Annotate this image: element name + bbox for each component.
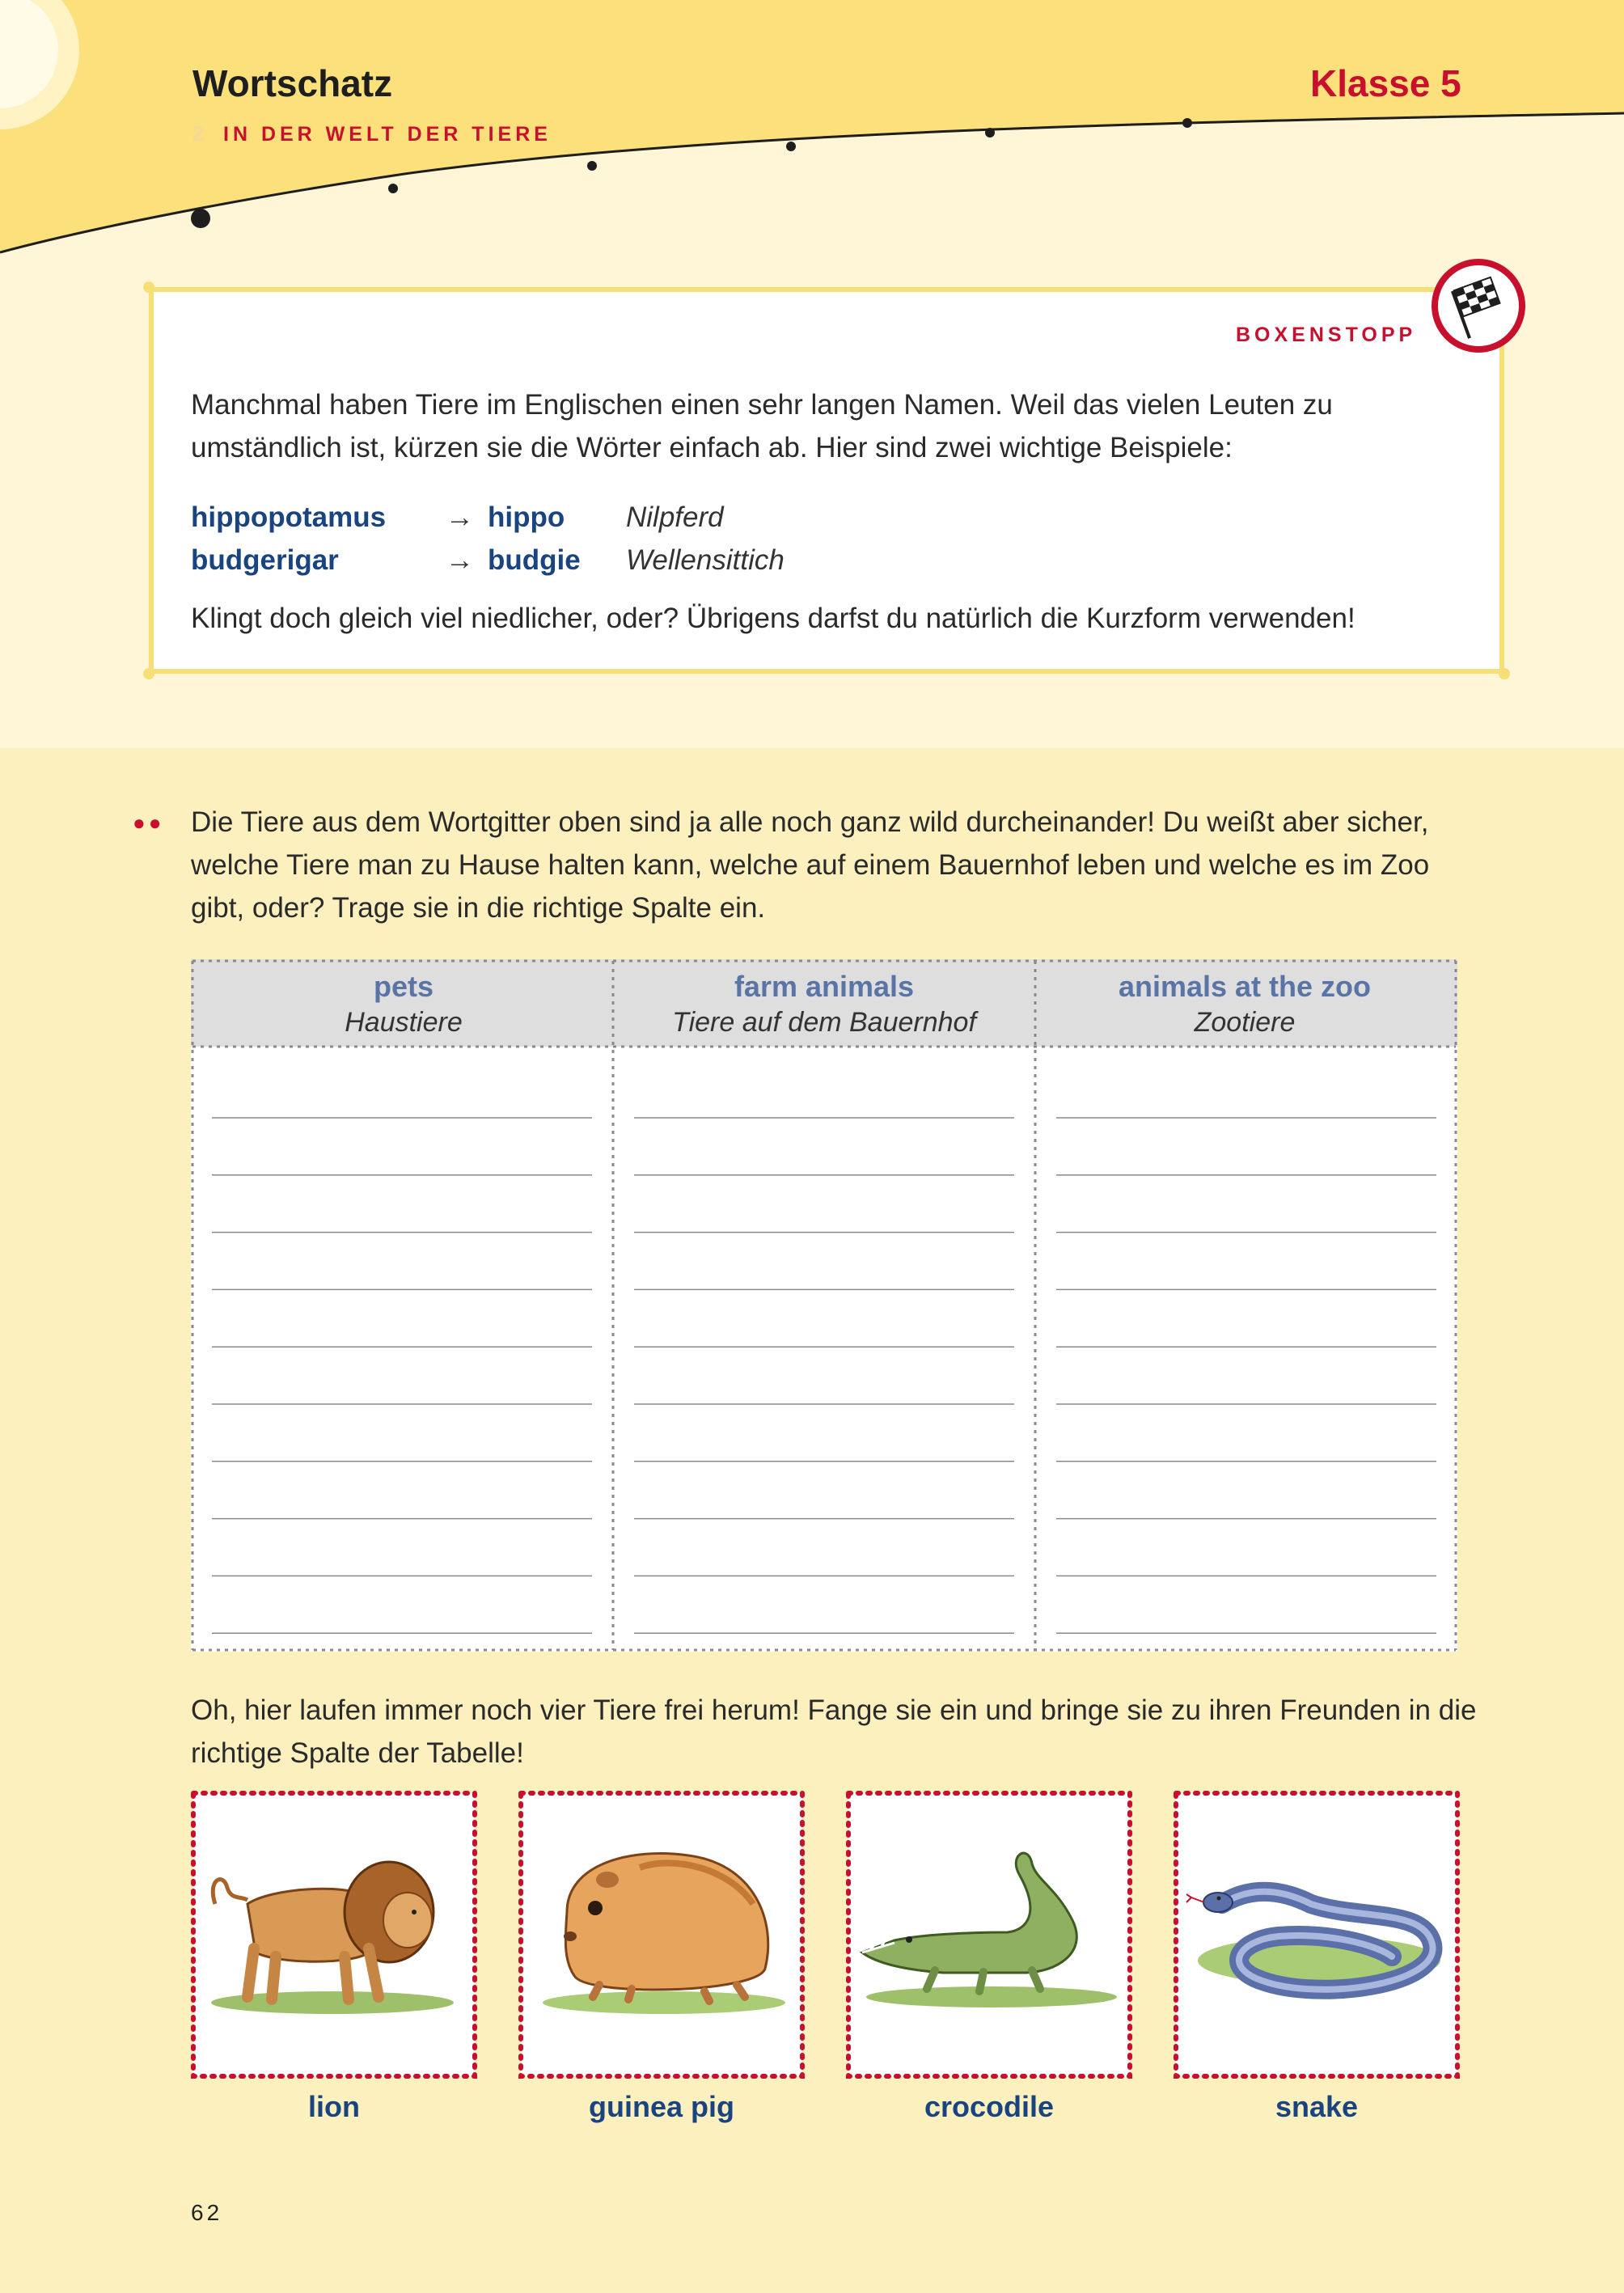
checkered-flag-icon (1432, 259, 1525, 353)
section-title: Wortschatz (192, 62, 393, 104)
vocab-example (191, 544, 838, 585)
box-corner-dot (143, 281, 154, 293)
arrow-right-icon: → (446, 544, 474, 576)
animal-name: guinea pig (589, 2090, 734, 2123)
animal-card-guinea-pig[interactable] (518, 1791, 805, 2079)
vocab-example (191, 501, 838, 542)
difficulty-dots: ●● (133, 810, 165, 835)
vocab-short-word: budgie (488, 544, 581, 576)
guinea-pig-illustration-icon (518, 1791, 805, 2079)
sorting-table (191, 959, 1457, 1652)
page-number: 62 (191, 2200, 223, 2225)
vocab-long-word: budgerigar (191, 544, 339, 576)
column-header-pets (194, 969, 613, 1040)
box-outro-text: Klingt doch gleich viel niedlicher, oder? Übrigens darfst du natürlich die Kurzform verwenden! (191, 603, 1355, 634)
animal-name: lion (308, 2090, 360, 2123)
arrow-right-icon: → (446, 501, 474, 533)
grade-label: Klasse 5 (1310, 62, 1461, 104)
animal-name: crocodile (924, 2090, 1055, 2123)
task-instructions: Die Tiere aus dem Wortgitter oben sind ja alle noch ganz wild durcheinander! Du weißt aber sicher, welche Tiere man zu Hause halten kann, welche auf einem Bauernhof leben und welche es im Zoo gibt, oder? Trage sie in die richtige Spalte ein. (191, 806, 1430, 924)
column-title-en: farm animals (734, 970, 915, 1003)
animal-name: snake (1275, 2090, 1359, 2123)
column-title-en: pets (373, 970, 434, 1003)
animal-card-lion[interactable] (191, 1791, 477, 2079)
free-animals-text: Oh, hier laufen immer noch vier Tiere frei herum! Fange sie ein und bringe sie zu ihren Freunden in die richtige Spalte der Tabelle! (191, 1694, 1477, 1769)
box-corner-dot (1499, 668, 1510, 679)
column-title-de: Tiere auf dem Bauernhof (672, 1007, 976, 1038)
box-corner-dot (143, 668, 154, 679)
column-title-de: Zootiere (1194, 1007, 1296, 1038)
column-title-en: animals at the zoo (1118, 970, 1372, 1003)
animal-card-snake[interactable] (1174, 1791, 1460, 2079)
boxenstopp-label: BOXENSTOPP (1236, 324, 1417, 346)
column-header-zoo-animals (1035, 969, 1454, 1040)
snake-illustration-icon (1174, 1791, 1460, 2079)
vocab-german: Wellensittich (626, 544, 785, 576)
chapter-title: IN DER WELT DER TIERE (223, 123, 552, 146)
vocab-short-word: hippo (488, 501, 565, 533)
crocodile-illustration-icon (846, 1791, 1132, 2079)
column-header-farm-animals (615, 969, 1034, 1040)
column-title-de: Haustiere (345, 1007, 463, 1038)
box-intro-text: Manchmal haben Tiere im Englischen einen sehr langen Namen. Weil das vielen Leuten zu umständlich ist, kürzen sie die Wörter einfach ab. Hier sind zwei wichtige Beispiele: (191, 389, 1333, 463)
animal-card-crocodile[interactable] (846, 1791, 1132, 2079)
vocab-german: Nilpferd (626, 501, 724, 533)
chapter-number: 2 (192, 123, 207, 146)
lion-illustration-icon (191, 1791, 477, 2079)
table-grid (191, 959, 1457, 1652)
vocab-long-word: hippopotamus (191, 501, 387, 533)
